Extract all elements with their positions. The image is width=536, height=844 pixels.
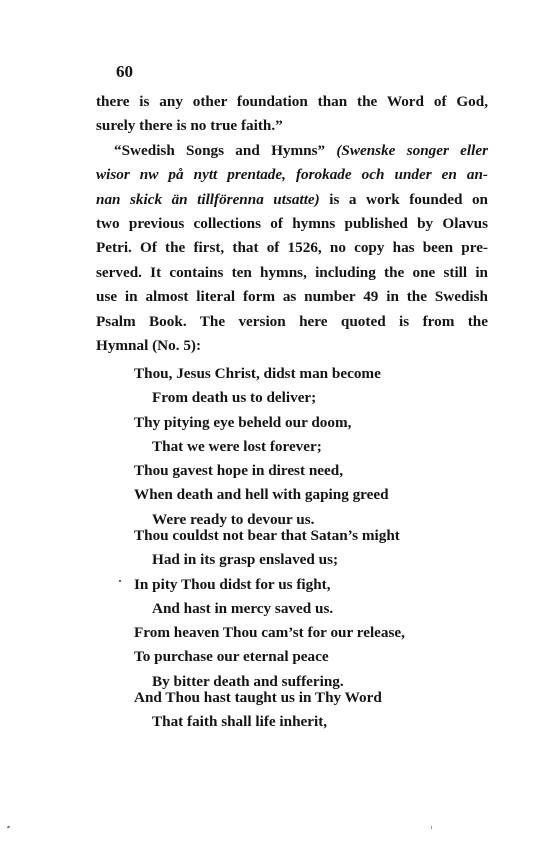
swedish-title-italic: wisor nw på nytt prentade, forokade och under en an- <box>96 166 488 184</box>
verse-line: Had in its grasp enslaved us; <box>152 551 339 569</box>
verse-line: In pity Thou didst for us fight, <box>134 575 331 593</box>
verse-line: Were ready to devour us. <box>152 510 315 528</box>
prose-line <box>96 139 488 163</box>
prose-line <box>96 188 488 212</box>
prose-paragraph <box>96 90 488 358</box>
verse-line: That faith shall life inherit, <box>152 713 328 731</box>
verse-line: And Thou hast taught us in Thy Word <box>134 689 382 706</box>
prose-line: Petri. Of the first, that of 1526, no copy has been pre- <box>96 239 488 257</box>
verse-line: From heaven Thou cam’st for our release, <box>134 624 405 642</box>
prose-text: “Swedish Songs and Hymns” <box>114 141 337 159</box>
verse-line: By bitter death and suffering. <box>152 672 344 690</box>
verse-line: When death and hell with gaping greed <box>134 486 389 504</box>
prose-line: two previous collections of hymns published by Olavus <box>96 215 488 233</box>
prose-line: Psalm Book. The version here quoted is from the <box>96 312 488 330</box>
hymn-stanza-2 <box>134 524 405 694</box>
swedish-title-italic: (Swenske songer eller <box>336 141 488 159</box>
hymn-stanza-1 <box>134 362 389 532</box>
verse-line: From death us to deliver; <box>152 389 317 407</box>
swedish-title-italic: nan skick än tillförenna utsatte) <box>96 190 320 208</box>
prose-text: is a work founded on <box>319 190 488 208</box>
verse-line: Thy pitying eye beheld our doom, <box>134 413 352 431</box>
verse-line: Thou, Jesus Christ, didst man become <box>134 365 381 382</box>
ink-speck <box>119 580 121 582</box>
prose-line: Hymnal (No. 5): <box>96 337 202 355</box>
verse-line: Thou couldst not bear that Satan’s might <box>134 527 400 544</box>
verse-line: To purchase our eternal peace <box>134 648 329 666</box>
prose-line: served. It contains ten hymns, including the one still in <box>96 263 488 281</box>
prose-line: use in almost literal form as number 49 in the Swedish <box>96 288 488 306</box>
verse-line: Thou gavest hope in direst need, <box>134 462 343 480</box>
ink-speck <box>431 826 432 829</box>
verse-line: And hast in mercy saved us. <box>152 599 334 617</box>
ink-speck <box>7 825 11 828</box>
prose-line <box>96 163 488 187</box>
prose-line: surely there is no true faith.” <box>96 117 283 135</box>
hymn-stanza-3 <box>134 686 382 735</box>
verse-line: That we were lost forever; <box>152 437 322 455</box>
page-number: 60 <box>116 62 133 81</box>
prose-line: there is any other foundation than the Word of God, <box>96 93 488 110</box>
